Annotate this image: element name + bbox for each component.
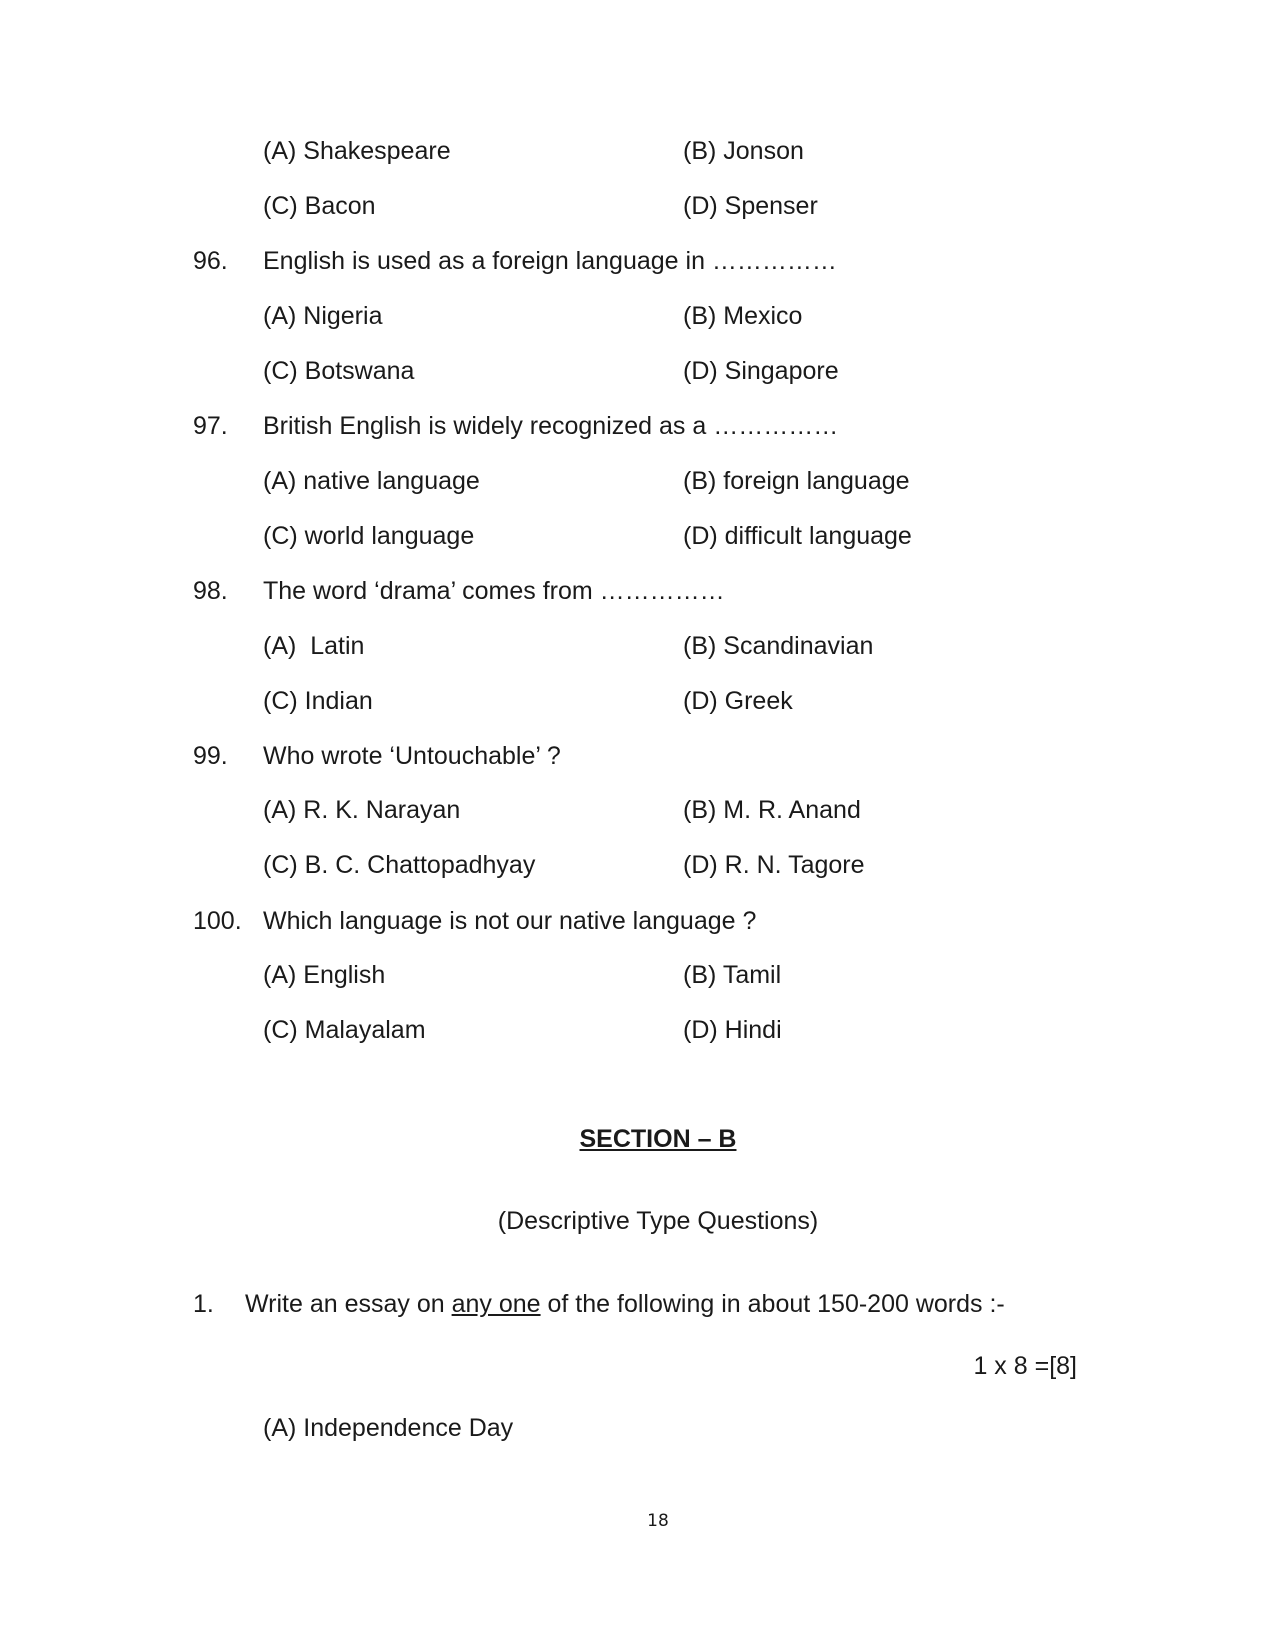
q97-option-b: (B) foreign language (683, 467, 910, 495)
section-b-q1-text (245, 1289, 1005, 1319)
q99-option-a: (A) R. K. Narayan (263, 796, 461, 824)
q96-option-c: (C) Botswana (263, 357, 415, 385)
q97-text: British English is widely recognized as a …………… (263, 412, 839, 440)
q98-option-b: (B) Scandinavian (683, 632, 874, 660)
q100-number: 100. (193, 907, 242, 935)
q100-option-b: (B) Tamil (683, 961, 782, 989)
q98-option-c: (C) Indian (263, 687, 373, 715)
q99-text: Who wrote ‘Untouchable’ ? (263, 742, 561, 770)
q99-option-d: (D) R. N. Tagore (683, 851, 865, 879)
q1-text-before: Write an essay on (245, 1290, 452, 1318)
q95-option-d: (D) Spenser (683, 192, 818, 220)
q99-number: 99. (193, 742, 228, 770)
section-b-subtitle: (Descriptive Type Questions) (497, 1207, 819, 1235)
q96-option-d: (D) Singapore (683, 357, 839, 385)
q96-number: 96. (193, 247, 228, 275)
q1-text-after: of the following in about 150-200 words :- (540, 1290, 1005, 1318)
q95-option-b: (B) Jonson (683, 137, 804, 165)
q100-text: Which language is not our native language ? (263, 907, 757, 935)
section-b-title: SECTION – B (579, 1125, 737, 1153)
q98-text: The word ‘drama’ comes from …………… (263, 577, 725, 605)
q99-option-b: (B) M. R. Anand (683, 796, 861, 824)
q97-option-c: (C) world language (263, 522, 475, 550)
q97-option-a: (A) native language (263, 467, 480, 495)
q100-option-d: (D) Hindi (683, 1016, 782, 1044)
q95-option-c: (C) Bacon (263, 192, 376, 220)
q96-option-a: (A) Nigeria (263, 302, 383, 330)
q98-option-d: (D) Greek (683, 687, 793, 715)
q98-option-a: (A) Latin (263, 632, 365, 660)
q1-text-underlined: any one (451, 1290, 541, 1318)
section-b-q1-number: 1. (193, 1290, 214, 1318)
page-number: 18 (647, 1511, 669, 1531)
q96-option-b: (B) Mexico (683, 302, 803, 330)
section-b-q1-marks: 1 x 8 =[8] (973, 1352, 1077, 1380)
q99-option-c: (C) B. C. Chattopadhyay (263, 851, 536, 879)
q96-text: English is used as a foreign language in …………… (263, 247, 837, 275)
q95-option-a: (A) Shakespeare (263, 137, 451, 165)
q97-option-d: (D) difficult language (683, 522, 912, 550)
q100-option-a: (A) English (263, 961, 386, 989)
q97-number: 97. (193, 412, 228, 440)
section-b-q1-option-a: (A) Independence Day (263, 1414, 514, 1442)
q98-number: 98. (193, 577, 228, 605)
q100-option-c: (C) Malayalam (263, 1016, 426, 1044)
